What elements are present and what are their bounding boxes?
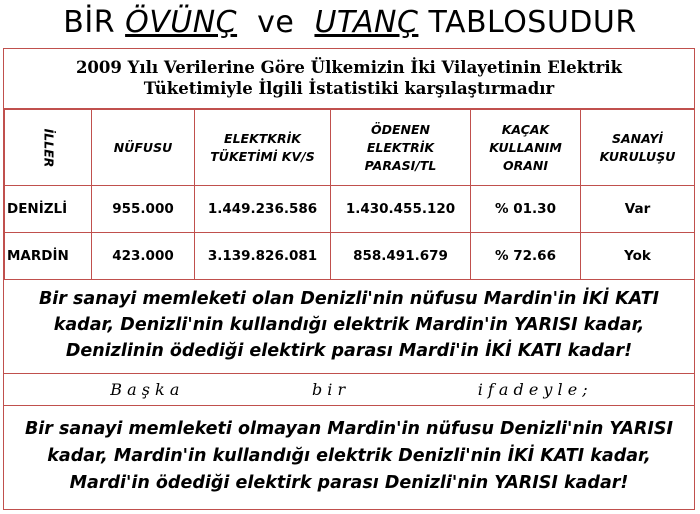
headline-word-tablosudur: TABLOSUDUR — [428, 5, 637, 40]
headline-word-ve: ve — [257, 5, 295, 40]
headline-word-ovunc: ÖVÜNÇ — [125, 5, 238, 40]
statistics-table — [4, 109, 695, 280]
cell-consumption: 1.449.236.586 — [195, 186, 331, 233]
headline-word-bir: BİR — [63, 5, 116, 40]
cell-consumption: 3.139.826.081 — [195, 233, 331, 280]
paragraph-line: Denizlinin ödediği elektirk parası Mardi'in İKİ KATI kadar! — [65, 341, 633, 361]
spaced-divider-line — [4, 374, 694, 406]
table-subtitle — [4, 49, 694, 109]
headline-word-utanc: UTANÇ — [314, 5, 419, 40]
comparison-frame — [3, 48, 695, 510]
table-row — [5, 186, 695, 233]
cell-industry: Var — [581, 186, 695, 233]
cell-city: MARDİN — [5, 233, 92, 280]
paragraph-line: Bir sanayi memleketi olan Denizli'nin nüfusu Mardin'in İKİ KATI — [38, 289, 660, 309]
cell-leak-rate: % 01.30 — [471, 186, 581, 233]
cell-city: DENİZLİ — [5, 186, 92, 233]
header-consumption: ELEKTKRİK TÜKETİMİ KV/S — [195, 110, 331, 186]
cell-population: 955.000 — [92, 186, 195, 233]
conclusion-paragraph-1 — [4, 278, 694, 374]
paragraph-line: Bir sanayi memleketi olmayan Mardin'in nüfusu Denizli'nin YARISI — [24, 419, 674, 439]
subtitle-line-1: 2009 Yılı Verilerine Göre Ülkemizin İki Vilayetinin Elektrik — [75, 58, 623, 77]
header-industry: SANAYİ KURULUŞU — [581, 110, 695, 186]
subtitle-line-2: Tüketimiyle İlgili İstatistiki karşılaştırmadır — [143, 79, 555, 98]
header-population: NÜFUSU — [92, 110, 195, 186]
spaced-word-1: B a ş k a — [110, 380, 180, 399]
cell-leak-rate: % 72.66 — [471, 233, 581, 280]
cell-industry: Yok — [581, 233, 695, 280]
paragraph-line: kadar, Denizli'nin kullandığı elektrik Mardin'in YARISI kadar, — [53, 315, 645, 335]
conclusion-paragraph-2 — [4, 406, 694, 509]
paragraph-line: kadar, Mardin'in kullandığı elektrik Denizli'nin İKİ KATI kadar, — [47, 446, 651, 466]
cell-paid: 858.491.679 — [331, 233, 471, 280]
header-cities: İLLER — [5, 110, 92, 186]
cell-population: 423.000 — [92, 233, 195, 280]
spaced-word-2: b i r — [311, 380, 346, 399]
header-leak-rate: KAÇAK KULLANIM ORANI — [471, 110, 581, 186]
spaced-word-3: i f a d e y l e ; — [477, 380, 588, 399]
table-row — [5, 233, 695, 280]
page-headline — [0, 0, 700, 46]
table-header-row — [5, 110, 695, 186]
paragraph-line: Mardi'in ödediği elektirk parası Denizli'nin YARISI kadar! — [69, 473, 629, 493]
cell-paid: 1.430.455.120 — [331, 186, 471, 233]
header-paid: ÖDENEN ELEKTRİK PARASI/TL — [331, 110, 471, 186]
